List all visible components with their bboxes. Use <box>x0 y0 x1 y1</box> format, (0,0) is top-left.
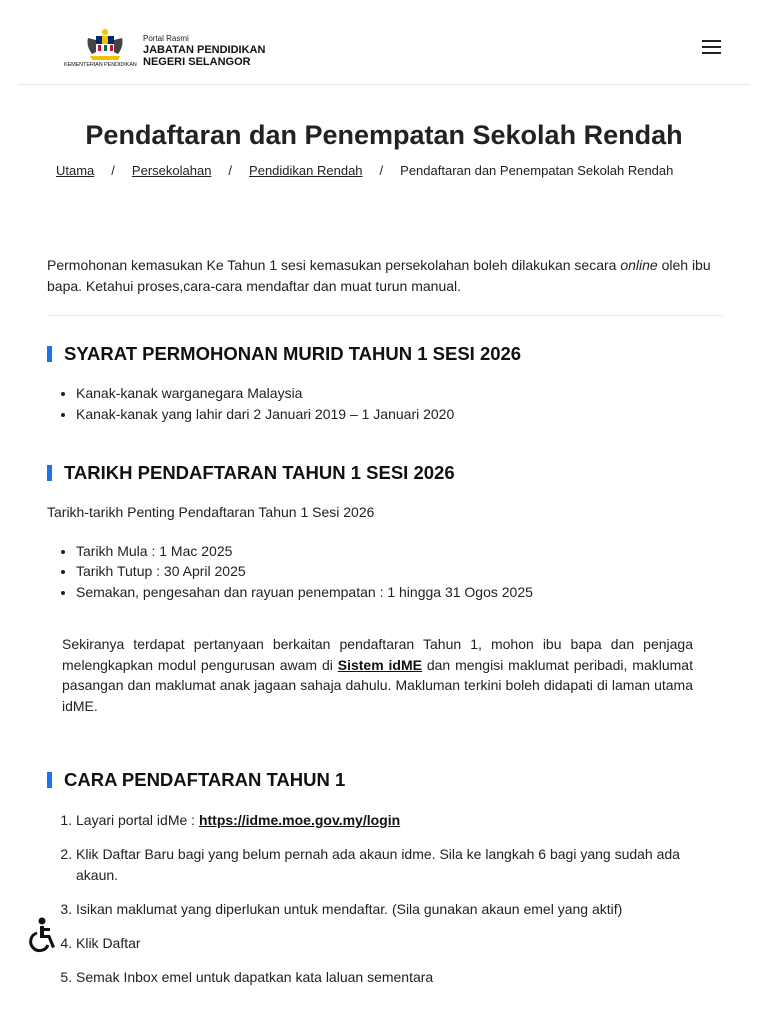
site-title[interactable] <box>143 34 265 68</box>
breadcrumb-separator: / <box>111 163 115 178</box>
site-logo[interactable] <box>64 28 148 72</box>
note-text: Sekiranya terdapat pertanyaan berkaitan pendaftaran Tahun 1, mohon ibu bapa dan penjaga melengkapkan modul pengurusan awam di <box>62 636 693 673</box>
tarikh-list <box>47 541 723 603</box>
step-item: 3. Isikan maklumat yang diperlukan untuk mendaftar. (Sila gunakan akaun emel yang aktif) <box>76 899 723 920</box>
page-title: Pendaftaran dan Penempatan Sekolah Rendah <box>85 120 683 150</box>
accessibility-icon[interactable] <box>28 916 58 956</box>
intro-text: Permohonan kemasukan Ke Tahun 1 sesi kemasukan persekolahan boleh dilakukan secara <box>47 257 621 273</box>
divider <box>47 315 723 316</box>
step-text: Layari portal idMe : <box>76 812 199 828</box>
site-header <box>18 0 750 85</box>
step-item: 5. Semak Inbox emel untuk dapatkan kata laluan sementara <box>76 967 723 988</box>
breadcrumb-item-persekolahan[interactable]: Persekolahan <box>131 163 212 178</box>
list-item: • Semakan, pengesahan dan rayuan penempatan : 1 hingga 31 Ogos 2025 <box>76 582 723 603</box>
malaysia-crest-icon <box>84 28 126 62</box>
cara-steps <box>47 810 723 987</box>
idme-login-link[interactable]: https://idme.moe.gov.my/login <box>198 812 401 828</box>
breadcrumb-item-pendidikan-rendah[interactable]: Pendidikan Rendah <box>249 163 363 178</box>
sistem-idme-link[interactable]: Sistem idME <box>337 656 422 673</box>
breadcrumb-separator: / <box>379 163 384 178</box>
list-item: • Kanak-kanak warganegara Malaysia <box>76 383 723 404</box>
breadcrumb-current: Pendaftaran dan Penempatan Sekolah Rendah <box>400 163 674 178</box>
list-item: • Tarikh Mula : 1 Mac 2025 <box>76 541 723 562</box>
list-item: • Tarikh Tutup : 30 April 2025 <box>76 561 723 582</box>
step-item <box>76 810 723 831</box>
syarat-list <box>47 383 723 424</box>
site-title-line2: NEGERI SELANGOR <box>143 56 251 68</box>
breadcrumb-item-utama[interactable]: Utama <box>56 163 95 178</box>
breadcrumb-separator: / <box>228 163 233 178</box>
hamburger-icon[interactable] <box>702 40 724 58</box>
site-title-line1: JABATAN PENDIDIKAN <box>143 44 266 56</box>
intro-text-end: oleh ibu bapa. Ketahui proses,cara-cara mendaftar dan muat turun manual. <box>47 257 711 294</box>
section-heading-cara: CARA PENDAFTARAN TAHUN 1 <box>47 768 723 792</box>
intro-paragraph <box>47 255 723 296</box>
step-item: 2. Klik Daftar Baru bagi yang belum pernah ada akaun idme. Sila ke langkah 6 bagi yang sudah ada akaun. <box>76 844 723 885</box>
section-heading-tarikh: TARIKH PENDAFTARAN TAHUN 1 SESI 2026 <box>47 461 723 485</box>
note-text-end: dan mengisi maklumat peribadi, maklumat pasangan dan maklumat anak jagaan sahaja dahulu. Makluman terkini boleh didapati di laman utama idME. <box>62 656 693 714</box>
idme-note <box>47 634 723 716</box>
list-item: • Kanak-kanak yang lahir dari 2 Januari 2019 – 1 Januari 2020 <box>76 404 723 425</box>
portal-label: Portal Rasmi <box>143 34 189 43</box>
ministry-name: KEMENTERIAN PENDIDIKAN <box>64 62 137 68</box>
section-heading-syarat: SYARAT PERMOHONAN MURID TAHUN 1 SESI 2026 <box>47 342 723 366</box>
breadcrumb <box>56 163 673 178</box>
intro-online-text: online <box>620 257 658 273</box>
tarikh-subtitle: Tarikh-tarikh Penting Pendaftaran Tahun 1 Sesi 2026 <box>47 504 375 520</box>
main-content <box>47 255 723 1001</box>
step-item: 4. Klik Daftar <box>76 933 723 954</box>
